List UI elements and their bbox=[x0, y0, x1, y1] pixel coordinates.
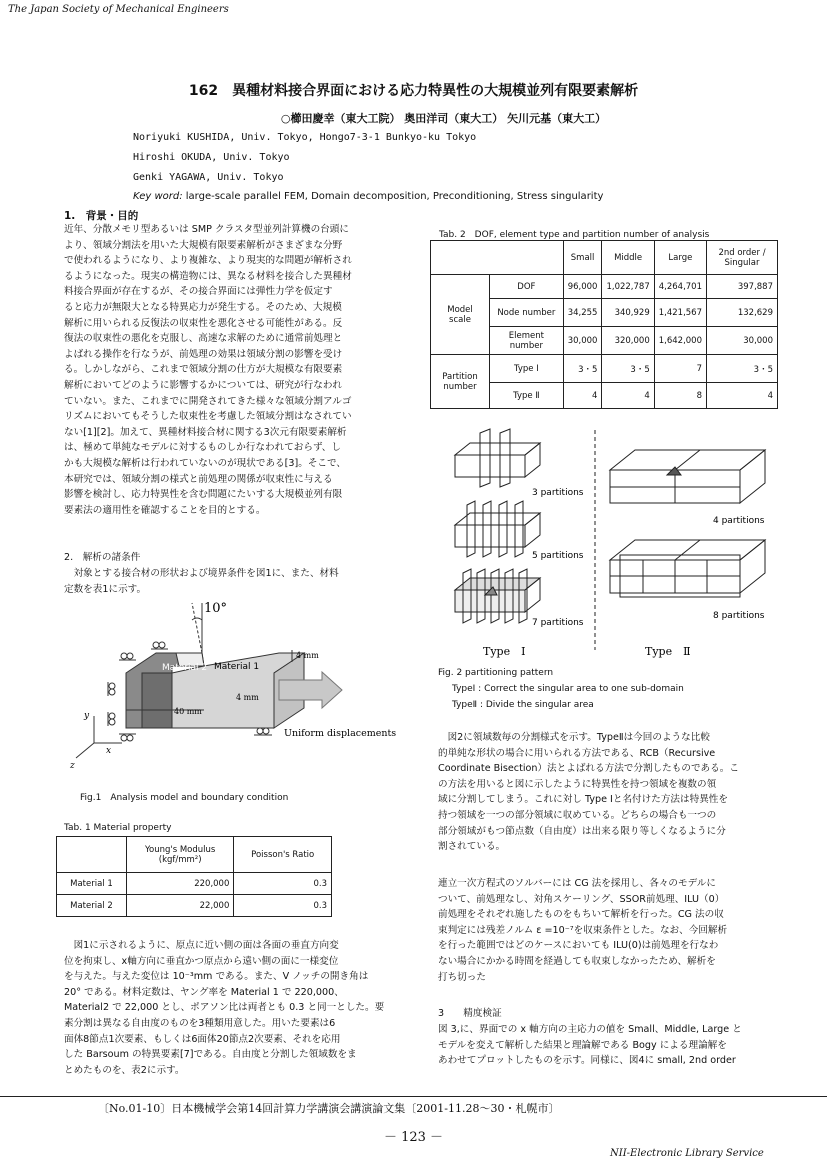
text-line: ない場合にかかる時間を経過しても収束しなかったため、解析を bbox=[438, 955, 716, 967]
text-line: 料接合界面が存在するが、その接合界面には弾性力学を仮定す bbox=[64, 286, 333, 298]
section-1-title: 1. 背景・目的 bbox=[64, 210, 139, 222]
material-2-face bbox=[142, 673, 172, 728]
material-1-label: Material 1 bbox=[214, 662, 260, 672]
table-header: Small bbox=[563, 241, 602, 275]
table-cell: 4,264,701 bbox=[654, 275, 706, 299]
table-cell: 340,929 bbox=[602, 299, 654, 327]
table-cell: 3・5 bbox=[602, 355, 654, 383]
table-cell: Material 2 bbox=[57, 895, 127, 917]
label-8-partitions: 8 partitions bbox=[713, 611, 765, 621]
footer-rule bbox=[0, 1096, 827, 1097]
angle-label: 10° bbox=[204, 601, 228, 616]
text-line: 束判定には残差ノルム ε =10⁻⁷を収束条件とした。なお、今回解析 bbox=[438, 924, 728, 936]
text-line: 図1に示されるように、原点に近い側の面は各面の垂直方向変 bbox=[64, 940, 339, 951]
table-cell: 4 bbox=[602, 383, 654, 409]
paper-title bbox=[0, 80, 827, 100]
dim-4mm-mid: 4 mm bbox=[236, 693, 259, 702]
type1-7-partitions bbox=[455, 569, 540, 623]
fig2-note-2: TypeⅡ : Divide the singular area bbox=[452, 700, 594, 710]
text-line: るようになった。現実の構造物には、異なる材料を接合した異種材 bbox=[64, 270, 352, 282]
section-2-body bbox=[64, 566, 396, 597]
table-header: Large bbox=[654, 241, 706, 275]
text-line: 図 3,に、界面での x 軸方向の主応力の値を Small、Middle, Large と bbox=[438, 1024, 742, 1035]
text-line: 位を拘束し、x軸方向に垂直かつ原点から遠い側の面に一様変位 bbox=[64, 955, 339, 967]
text-line: 要素法の適用性を確認することを目的とする。 bbox=[64, 504, 266, 516]
section-3-body bbox=[438, 1022, 770, 1069]
page-number: － 123 － bbox=[383, 1130, 444, 1145]
text-line: 部分領域がもつ節点数（自由度）は出来る限り等しくなるように分 bbox=[438, 825, 726, 837]
table-cell bbox=[431, 241, 564, 275]
section-2-body-cont bbox=[64, 938, 396, 1078]
text-line: を行った範囲ではどのケースにおいても ILU(0)は前処理を行なわ bbox=[438, 940, 719, 952]
label-5-partitions: 5 partitions bbox=[532, 551, 584, 561]
text-line: 解析に用いられる反復法の収束性を悪化させる可能性がある。反 bbox=[64, 317, 343, 329]
text-line: よばれる操作を行なうが、前処理の効果は領域分割の影響を受け bbox=[64, 348, 343, 360]
fig2-caption: Fig. 2 partitioning pattern bbox=[438, 668, 554, 678]
table-header-poisson: Poisson's Ratio bbox=[234, 837, 332, 873]
text-line: ない[1][2]。加えて、異種材料接合材に関する3次元有限要素解析 bbox=[64, 426, 347, 438]
table-header-young bbox=[126, 837, 233, 873]
table-cell: 220,000 bbox=[126, 873, 233, 895]
table-cell: 0.3 bbox=[234, 873, 332, 895]
table-cell: 1,022,787 bbox=[602, 275, 654, 299]
table-cell: 96,000 bbox=[563, 275, 602, 299]
text-line: より、領域分割法を用いた大規模有限要素解析がさまざまな分野 bbox=[64, 239, 343, 251]
text-line: 連立一次方程式のソルバーには CG 法を採用し、各々のモデルに bbox=[438, 878, 716, 889]
row-label: Type Ⅰ bbox=[490, 355, 564, 383]
text-line: 前処理をそれぞれ施したものをもちいて解析を行った。CG 法の収 bbox=[438, 909, 724, 921]
table-cell: 132,629 bbox=[707, 299, 778, 327]
table-row bbox=[57, 895, 332, 917]
type2-4-partitions bbox=[610, 450, 765, 503]
solver-description bbox=[438, 876, 770, 985]
table1-caption: Tab. 1 Material property bbox=[64, 823, 172, 833]
text-line: ついて、前処理なし、対角スケーリング、SSOR前処理、ILU（0） bbox=[438, 893, 725, 905]
library-footer: NII-Electronic Library Service bbox=[610, 1148, 764, 1159]
angle-arc bbox=[192, 618, 202, 620]
text-line: した Barsoum の特異要素[7]である。自由度と分割した領域数をま bbox=[64, 1049, 357, 1061]
table-cell: 22,000 bbox=[126, 895, 233, 917]
footer-note: 〔No.01-10〕日本機械学会第14回計算力学講演会講演論文集〔2001-11.28～30・札幌市〕 bbox=[98, 1102, 560, 1115]
table-cell: 30,000 bbox=[707, 327, 778, 355]
header-unit: (kgf/mm²) bbox=[158, 854, 202, 865]
partitioning-pattern-figure bbox=[445, 425, 780, 665]
text-line: で使われるようになり、より複雑な、より現実的な問題が解析され bbox=[64, 255, 352, 267]
dim-40mm: 40 mm bbox=[174, 707, 202, 716]
text-line: 影響を検討し、応力特異性を含む問題にたいする大規模並列有限 bbox=[64, 489, 343, 501]
text-line: 図2に領域数毎の分割様式を示す。TypeⅡは今回のような比較 bbox=[438, 732, 710, 743]
row-label: Type Ⅱ bbox=[490, 383, 564, 409]
text-line: Material2 で 22,000 とし、ポアソン比は両者とも 0.3 と同一とした。要 bbox=[64, 1002, 385, 1014]
label-3-partitions: 3 partitions bbox=[532, 488, 584, 498]
table-cell: 4 bbox=[707, 383, 778, 409]
table-cell: 34,255 bbox=[563, 299, 602, 327]
axis-y-label: y bbox=[84, 711, 90, 721]
label-4-partitions: 4 partitions bbox=[713, 516, 765, 526]
text-line: は、極めて単純なモデルに対するものしか行なわれておらず、し bbox=[64, 442, 341, 454]
label-type-1: Type Ⅰ bbox=[483, 645, 526, 658]
text-line: 解析においてどのように影響するかについては、研究が行なわれ bbox=[64, 379, 343, 391]
angle-line bbox=[192, 603, 202, 653]
material-property-table bbox=[56, 836, 332, 917]
table-cell: 7 bbox=[654, 355, 706, 383]
material-2-label: Material 2 bbox=[162, 663, 208, 673]
paper-title-text: 異種材料接合界面における応力特異性の大規模並列有限要素解析 bbox=[232, 83, 639, 99]
text-line: 割されている。 bbox=[438, 841, 506, 853]
author-1: Noriyuki KUSHIDA, Univ. Tokyo, Hongo7-3-1 Bunkyo-ku Tokyo bbox=[133, 132, 477, 143]
keyword-label: Key word: bbox=[133, 191, 183, 202]
table-cell: 3・5 bbox=[563, 355, 602, 383]
text-line: リズムにおいてもそうした収束性を考慮した領域分割はなされてい bbox=[64, 411, 352, 423]
table-row bbox=[57, 873, 332, 895]
row-group-label: Partition number bbox=[431, 355, 490, 409]
section-1-body bbox=[64, 222, 396, 518]
table-cell: 320,000 bbox=[602, 327, 654, 355]
text-line: を与えた。与えた変位は 10⁻³mm である。また、V ノッチの開き角は bbox=[64, 971, 369, 983]
table-cell: 4 bbox=[563, 383, 602, 409]
author-3: Genki YAGAWA, Univ. Tokyo bbox=[133, 172, 284, 183]
text-line: とめたものを、表2に示す。 bbox=[64, 1064, 185, 1076]
paper-number: 162 bbox=[188, 83, 219, 99]
fig1-caption: Fig.1 Analysis model and boundary condition bbox=[80, 793, 289, 803]
table-cell: 1,642,000 bbox=[654, 327, 706, 355]
section-2-title: 2. 解析の諸条件 bbox=[64, 552, 141, 563]
text-line: 素分割は異なる自由度のものを3種類用意した。用いた要素は6 bbox=[64, 1017, 336, 1029]
table-cell: 1,421,567 bbox=[654, 299, 706, 327]
text-line: 近年、分散メモリ型あるいは SMP クラスタ型並列計算機の台頭に bbox=[64, 224, 349, 235]
text-line: Coordinate Bisection）法とよばれる方法で分割したものである。こ bbox=[438, 763, 739, 775]
text-line: モデルを変えて解析した結果と理論解である Bogy による理論解を bbox=[438, 1039, 727, 1051]
type1-3-partitions bbox=[455, 429, 540, 487]
fig2-note-1: TypeⅠ : Correct the singular area to one sub-domain bbox=[452, 684, 684, 694]
dim-4mm-top: 4 mm bbox=[296, 651, 319, 660]
dof-partition-table bbox=[430, 240, 778, 409]
row-group-label: Model scale bbox=[431, 275, 490, 355]
text-line: 20° である。材料定数は、ヤング率を Material 1 で 220,000、 bbox=[64, 986, 344, 998]
fig2-description bbox=[438, 730, 770, 855]
uniform-displacements-label: Uniform displacements bbox=[284, 728, 397, 739]
table-row bbox=[431, 355, 778, 383]
table-cell: 30,000 bbox=[563, 327, 602, 355]
table-header: Middle bbox=[602, 241, 654, 275]
society-header: The Japan Society of Mechanical Engineers bbox=[8, 4, 229, 15]
table-cell: 397,887 bbox=[707, 275, 778, 299]
text-line: 復法の収束性の悪化を克服し、高速な求解のために通常前処理と bbox=[64, 333, 343, 345]
text-line: 域に分割してしまう。これに対し Type Ⅰと名付けた方法は特異性を bbox=[438, 794, 728, 806]
text-line: あわせてプロットしたものを示す。同様に、図4に small, 2nd order bbox=[438, 1055, 736, 1067]
header-text: Young's Modulus bbox=[144, 844, 216, 855]
table-cell: 3・5 bbox=[707, 355, 778, 383]
axis-x-label: x bbox=[106, 746, 112, 756]
table-cell: Material 1 bbox=[57, 873, 127, 895]
text-line: 打ち切った bbox=[438, 971, 486, 983]
keywords-line bbox=[133, 191, 603, 202]
table-cell: 0.3 bbox=[234, 895, 332, 917]
text-line: る。しかしながら、これまで領域分割の仕方が大規模な有限要素 bbox=[64, 364, 343, 376]
table-cell: 8 bbox=[654, 383, 706, 409]
section-3-title: 3 精度検証 bbox=[438, 1008, 502, 1019]
row-label: Node number bbox=[490, 299, 564, 327]
text-line: 本研究では、領域分割の様式と前処理の関係が収束性に与える bbox=[64, 473, 333, 485]
text-line: 対象とする接合材の形状および境界条件を図1に、また、材料 bbox=[64, 568, 339, 579]
text-line: 定数を表1に示す。 bbox=[64, 583, 147, 595]
table-row bbox=[431, 275, 778, 299]
text-line: ていない。また、これまでに開発されてきた様々な領域分割アルゴ bbox=[64, 395, 352, 407]
label-type-2: Type Ⅱ bbox=[645, 645, 691, 658]
label-7-partitions: 7 partitions bbox=[532, 618, 584, 628]
row-label: DOF bbox=[490, 275, 564, 299]
text-line: の方法を用いると図に示したように特異性を持つ領域を複数の領 bbox=[438, 778, 717, 790]
analysis-model-figure bbox=[64, 598, 409, 773]
authors-jp: ○櫛田慶幸（東大工院） 奥田洋司（東大工） 矢川元基（東大工） bbox=[280, 112, 607, 125]
table-cell bbox=[57, 837, 127, 873]
table2-caption: Tab. 2 DOF, element type and partition number of analysis bbox=[439, 230, 710, 240]
type2-8-partitions bbox=[610, 540, 765, 597]
keywords: large-scale parallel FEM, Domain decomposition, Preconditioning, Stress singularity bbox=[185, 191, 604, 202]
text-line: 持つ領域を一つの部分領域に収めている。どちらの場合も一つの bbox=[438, 809, 717, 821]
text-line: 面体8節点1次要素、もしくは6面体20節点2次要素、それを応用 bbox=[64, 1033, 341, 1045]
axis-z-label: z bbox=[70, 761, 75, 771]
table-header: 2nd order / Singular bbox=[707, 241, 778, 275]
row-label: Element number bbox=[490, 327, 564, 355]
author-2: Hiroshi OKUDA, Univ. Tokyo bbox=[133, 152, 290, 163]
text-line: かも大規模な解析は行われていないのが現状である[3]。そこで、 bbox=[64, 457, 347, 469]
text-line: 的単純な形状の場合に用いられる方法である、RCB（Recursive bbox=[438, 747, 716, 759]
type1-5-partitions bbox=[455, 501, 540, 557]
text-line: ると応力が無限大となる特異応力が発生する。そのため、大規模 bbox=[64, 301, 342, 313]
